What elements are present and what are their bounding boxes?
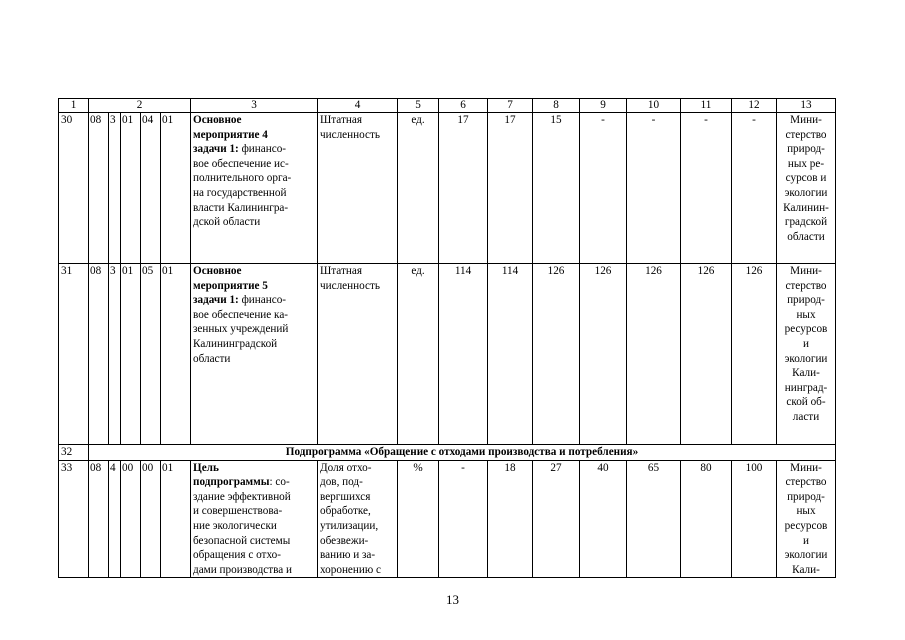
value-cell: - — [732, 113, 777, 264]
code-cell: 3 — [109, 113, 121, 264]
table-row — [59, 113, 836, 264]
header-cell: 12 — [732, 99, 777, 113]
indicator-name: Штатная численность — [318, 264, 398, 445]
row-number: 33 — [59, 460, 89, 578]
indicator-name: Доля отхо- дов, под- вергшихся обработке, утилизации, обезвежи- ванию и за- хоронению с — [318, 460, 398, 578]
header-cell: 7 — [488, 99, 533, 113]
unit-cell: ед. — [398, 264, 439, 445]
value-cell: 17 — [439, 113, 488, 264]
subprogram-title: Подпрограмма «Обращение с отходами производства и потребления» — [89, 445, 836, 461]
code-cell: 08 — [89, 113, 109, 264]
code-cell: 05 — [141, 264, 161, 445]
row-number: 30 — [59, 113, 89, 264]
goal-title-bold: Цель подпрограммы — [193, 461, 270, 489]
code-cell: 08 — [89, 460, 109, 578]
header-cell: 11 — [681, 99, 732, 113]
value-cell: 126 — [681, 264, 732, 445]
value-cell: - — [627, 113, 681, 264]
code-cell: 01 — [161, 264, 191, 445]
value-cell: - — [681, 113, 732, 264]
unit-cell: % — [398, 460, 439, 578]
header-cell: 9 — [580, 99, 627, 113]
responsible-org: Мини- стерство природ- ных ресурсов и экологии Кали- — [777, 460, 836, 578]
header-cell: 13 — [777, 99, 836, 113]
header-cell: 5 — [398, 99, 439, 113]
value-cell: 80 — [681, 460, 732, 578]
header-cell: 3 — [191, 99, 318, 113]
header-cell: 1 — [59, 99, 89, 113]
value-cell: 40 — [580, 460, 627, 578]
value-cell: 15 — [533, 113, 580, 264]
page-number: 13 — [446, 592, 459, 607]
measure-title: Основное мероприятие 4 задачи 1: финансо- вое обеспечение ис- полнительного орга- на государственной власти Калинингра- дской области — [191, 113, 318, 264]
code-cell: 3 — [109, 264, 121, 445]
row-number: 32 — [59, 445, 89, 461]
value-cell: 126 — [732, 264, 777, 445]
value-cell: 114 — [439, 264, 488, 445]
code-cell: 00 — [141, 460, 161, 578]
code-cell: 01 — [161, 460, 191, 578]
measure-title: Основное мероприятие 5 задачи 1: финансо- вое обеспечение ка- зенных учреждений Калининградской области — [191, 264, 318, 445]
value-cell: 126 — [627, 264, 681, 445]
header-cell: 4 — [318, 99, 398, 113]
row-number: 31 — [59, 264, 89, 445]
goal-title: Цель подпрограммы: со- здание эффективной и совершенствова- ние экологически безопасной системы обращения с отхо- дами производства и — [191, 460, 318, 578]
code-cell: 08 — [89, 264, 109, 445]
responsible-org: Мини- стерство природ- ных ре- сурсов и экологии Калинин- градской области — [777, 113, 836, 264]
value-cell: 27 — [533, 460, 580, 578]
header-cell: 2 — [89, 99, 191, 113]
value-cell: 126 — [533, 264, 580, 445]
header-cell: 8 — [533, 99, 580, 113]
value-cell: 18 — [488, 460, 533, 578]
value-cell: - — [580, 113, 627, 264]
code-cell: 01 — [161, 113, 191, 264]
responsible-org: Мини- стерство природ- ных ресурсов и экологии Кали- нинград- ской об- ласти — [777, 264, 836, 445]
measure-title-bold: Основное мероприятие 4 задачи 1: — [193, 114, 268, 156]
unit-cell: ед. — [398, 113, 439, 264]
measure-title-bold: Основное мероприятие 5 задачи 1: — [193, 265, 268, 307]
header-row — [59, 99, 836, 113]
value-cell: 17 — [488, 113, 533, 264]
code-cell: 01 — [121, 264, 141, 445]
value-cell: 65 — [627, 460, 681, 578]
table-row — [59, 460, 836, 578]
value-cell: 126 — [580, 264, 627, 445]
subprogram-row — [59, 445, 836, 461]
indicator-name: Штатная численность — [318, 113, 398, 264]
table-row — [59, 264, 836, 445]
header-cell: 10 — [627, 99, 681, 113]
header-cell: 6 — [439, 99, 488, 113]
code-cell: 01 — [121, 113, 141, 264]
code-cell: 4 — [109, 460, 121, 578]
value-cell: - — [439, 460, 488, 578]
code-cell: 04 — [141, 113, 161, 264]
code-cell: 00 — [121, 460, 141, 578]
indicator-table — [58, 98, 836, 578]
value-cell: 114 — [488, 264, 533, 445]
value-cell: 100 — [732, 460, 777, 578]
